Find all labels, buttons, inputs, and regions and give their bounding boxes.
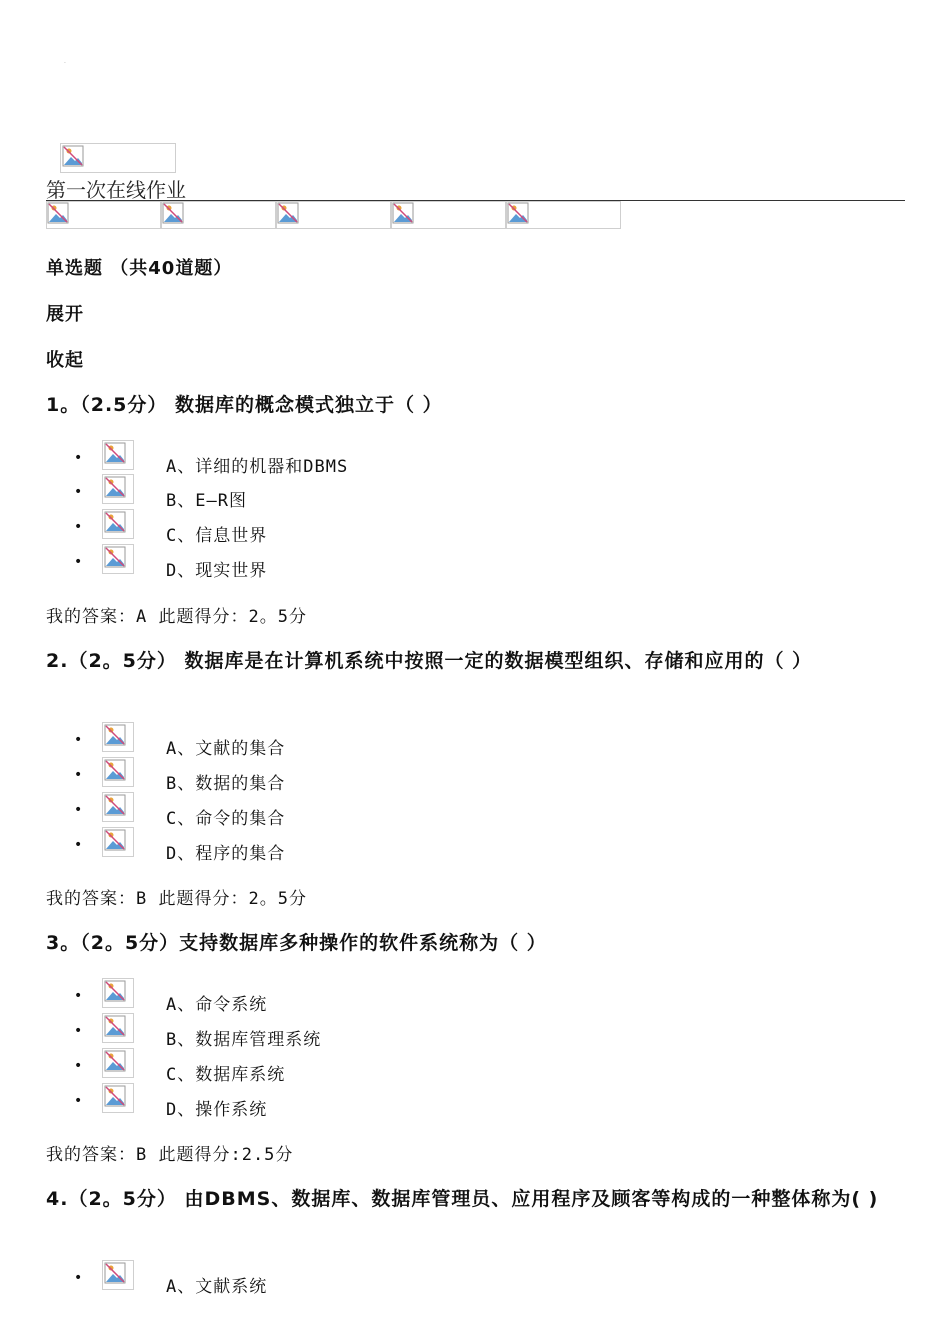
broken-image-icon: [62, 145, 84, 167]
page-title: 第一次在线作业: [46, 178, 186, 202]
bullet: •: [74, 732, 83, 748]
broken-image-icon: [104, 476, 126, 498]
bullet: •: [74, 802, 83, 818]
radio-image[interactable]: [102, 1013, 134, 1043]
bullet: •: [74, 1093, 83, 1109]
tab-image-4[interactable]: [391, 201, 506, 229]
radio-image[interactable]: [102, 1083, 134, 1113]
tab-image-3[interactable]: [276, 201, 391, 229]
question-3-option-a[interactable]: [74, 978, 574, 1015]
expand-link[interactable]: 展开: [46, 304, 84, 325]
option-label: D、程序的集合: [166, 844, 286, 864]
question-2-option-a[interactable]: [74, 722, 574, 759]
option-label: C、命令的集合: [166, 809, 286, 829]
broken-image-icon: [104, 759, 126, 781]
question-1-option-d[interactable]: [74, 544, 574, 581]
option-label: D、操作系统: [166, 1100, 268, 1120]
radio-image[interactable]: [102, 792, 134, 822]
option-label: A、文献的集合: [166, 739, 286, 759]
section-heading: 单选题 （共40道题）: [46, 258, 233, 279]
bullet: •: [74, 988, 83, 1004]
radio-image[interactable]: [102, 1260, 134, 1290]
broken-image-icon: [104, 794, 126, 816]
radio-image[interactable]: [102, 1048, 134, 1078]
broken-image-icon: [104, 1015, 126, 1037]
bullet: •: [74, 837, 83, 853]
tab-image-5[interactable]: [506, 201, 621, 229]
broken-image-icon: [104, 546, 126, 568]
broken-image-icon: [47, 202, 69, 224]
bullet: •: [74, 1270, 83, 1286]
question-2-option-b[interactable]: [74, 757, 574, 794]
broken-image-icon: [162, 202, 184, 224]
bullet: •: [74, 1058, 83, 1074]
question-2-text: 2.（2。5分） 数据库是在计算机系统中按照一定的数据模型组织、存储和应用的（ ）: [46, 650, 813, 672]
tab-image-2[interactable]: [161, 201, 276, 229]
page-speck: ·: [64, 60, 66, 67]
question-3-option-b[interactable]: [74, 1013, 574, 1050]
broken-image-icon: [104, 1085, 126, 1107]
radio-image[interactable]: [102, 544, 134, 574]
broken-image-icon: [104, 829, 126, 851]
broken-image-icon: [104, 442, 126, 464]
option-label: C、信息世界: [166, 526, 268, 546]
radio-image[interactable]: [102, 757, 134, 787]
radio-image[interactable]: [102, 978, 134, 1008]
bullet: •: [74, 554, 83, 570]
question-1-option-c[interactable]: [74, 509, 574, 546]
bullet: •: [74, 767, 83, 783]
bullet: •: [74, 484, 83, 500]
question-3-option-c[interactable]: [74, 1048, 574, 1085]
bullet: •: [74, 450, 83, 466]
broken-image-icon: [104, 980, 126, 1002]
radio-image[interactable]: [102, 827, 134, 857]
broken-image-icon: [507, 202, 529, 224]
broken-image-icon: [277, 202, 299, 224]
collapse-link[interactable]: 收起: [46, 350, 84, 371]
radio-image[interactable]: [102, 722, 134, 752]
tab-image-1[interactable]: [46, 201, 161, 229]
question-2-option-c[interactable]: [74, 792, 574, 829]
option-label: A、文献系统: [166, 1277, 268, 1297]
header-image: [60, 143, 176, 173]
broken-image-icon: [104, 511, 126, 533]
option-label: B、E—R图: [166, 491, 247, 511]
bullet: •: [74, 1023, 83, 1039]
question-2-answer: 我的答案：B 此题得分：2。5分: [46, 889, 307, 909]
question-4-option-a[interactable]: [74, 1260, 574, 1297]
radio-image[interactable]: [102, 474, 134, 504]
broken-image-icon: [104, 1050, 126, 1072]
option-label: C、数据库系统: [166, 1065, 286, 1085]
broken-image-icon: [104, 724, 126, 746]
question-1-text: 1。（2.5分） 数据库的概念模式独立于（ ）: [46, 394, 443, 416]
question-3-answer: 我的答案：B 此题得分:2.5分: [46, 1145, 294, 1165]
question-1-option-b[interactable]: [74, 474, 574, 511]
option-label: B、数据库管理系统: [166, 1030, 322, 1050]
radio-image[interactable]: [102, 509, 134, 539]
question-2-option-d[interactable]: [74, 827, 574, 864]
broken-image-icon: [104, 1262, 126, 1284]
question-3-text: 3。（2。5分）支持数据库多种操作的软件系统称为（ ）: [46, 932, 547, 954]
option-label: B、数据的集合: [166, 774, 286, 794]
radio-image[interactable]: [102, 440, 134, 470]
option-label: A、详细的机器和DBMS: [166, 457, 349, 477]
question-1-answer: 我的答案：A 此题得分：2。5分: [46, 607, 307, 627]
option-label: D、现实世界: [166, 561, 268, 581]
tab-strip: [46, 201, 621, 229]
question-1-option-a[interactable]: [74, 440, 574, 477]
bullet: •: [74, 519, 83, 535]
option-label: A、命令系统: [166, 995, 268, 1015]
question-3-option-d[interactable]: [74, 1083, 574, 1120]
question-4-text: 4.（2。5分） 由DBMS、数据库、数据库管理员、应用程序及顾客等构成的一种整体称为( ): [46, 1188, 879, 1210]
broken-image-icon: [392, 202, 414, 224]
